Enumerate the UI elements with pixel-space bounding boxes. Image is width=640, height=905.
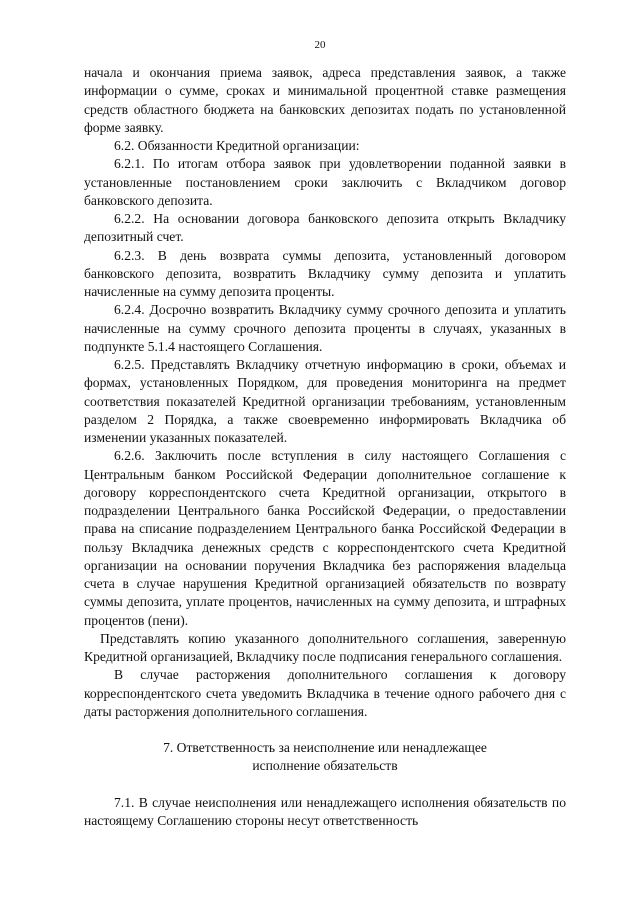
document-body bbox=[84, 64, 566, 830]
paragraph-6-2-6: 6.2.6. Заключить после вступления в силу настоящего Соглашения с Центральным банком Российской Федерации дополнительное соглашение к договору корреспондентского счета Кредитной организации, открытого в подразделении Центрального банка Российской Федерации, о предоставлении права на списание подразделением Центрального банка Российской Федерации в пользу Вкладчика денежных средств с корреспондентского счета Кредитной организации на основании поручения Вкладчика без распоряжения владельца счета в случае нарушения Кредитной организацией обязательств по возврату суммы депозита, уплате процентов, начисленных на сумму депозита, и штрафных процентов (пени). bbox=[84, 448, 566, 628]
paragraph-6-2: 6.2. Обязанности Кредитной организации: bbox=[114, 138, 360, 153]
paragraph-6-2-3: 6.2.3. В день возврата суммы депозита, установленный договором банковского депозита, возвратить Вкладчику сумму депозита и уплатить начисленные на сумму депозита проценты. bbox=[84, 247, 566, 299]
paragraph-continuation: начала и окончания приема заявок, адреса представления заявок, а также информации о сумме, сроках и минимальной процентной ставке размещения средств областного бюджета на банковских депозитах подать по установленной форме заявку. bbox=[84, 65, 566, 135]
paragraph-7-1: 7.1. В случае неисполнения или ненадлежащего исполнения обязательств по настоящему Соглашению стороны несут ответственность bbox=[84, 794, 566, 828]
paragraph-6-2-2: 6.2.2. На основании договора банковского депозита открыть Вкладчику депозитный счет. bbox=[84, 211, 566, 245]
paragraph-6-2-4: 6.2.4. Досрочно возвратить Вкладчику сумму срочного депозита и уплатить начисленные на сумму срочного депозита проценты в случаях, указанных в подпункте 5.1.4 настоящего Соглашения. bbox=[84, 302, 566, 354]
section-spacer bbox=[84, 776, 566, 794]
paragraph-termination-notice: В случае расторжения дополнительного соглашения к договору корреспондентского счета уведомить Вкладчика в течение одного рабочего дня с даты расторжения дополнительного соглашения. bbox=[84, 667, 566, 719]
paragraph-copy-agreement: Представлять копию указанного дополнительного соглашения, заверенную Кредитной организацией, Вкладчику после подписания генерального соглашения. bbox=[84, 630, 566, 664]
section-7-heading-line-2: исполнение обязательств bbox=[252, 758, 398, 774]
section-7-heading-line-1: 7. Ответственность за неисполнение или ненадлежащее bbox=[163, 740, 487, 755]
page-number: 20 bbox=[314, 39, 326, 51]
paragraph-6-2-5: 6.2.5. Представлять Вкладчику отчетную информацию в сроки, объемах и формах, установленных Порядком, для проведения мониторинга на предмет соответствия показателей Кредитной организации требованиям, установленным разделом 2 Порядка, а также своевременно информировать Вкладчика об изменении указанных показателей. bbox=[84, 357, 566, 445]
paragraph-6-2-1: 6.2.1. По итогам отбора заявок при удовлетворении поданной заявки в установленные постановлением сроки заключить с Вкладчиком договор банковского депозита. bbox=[84, 156, 566, 208]
section-spacer bbox=[84, 721, 566, 739]
